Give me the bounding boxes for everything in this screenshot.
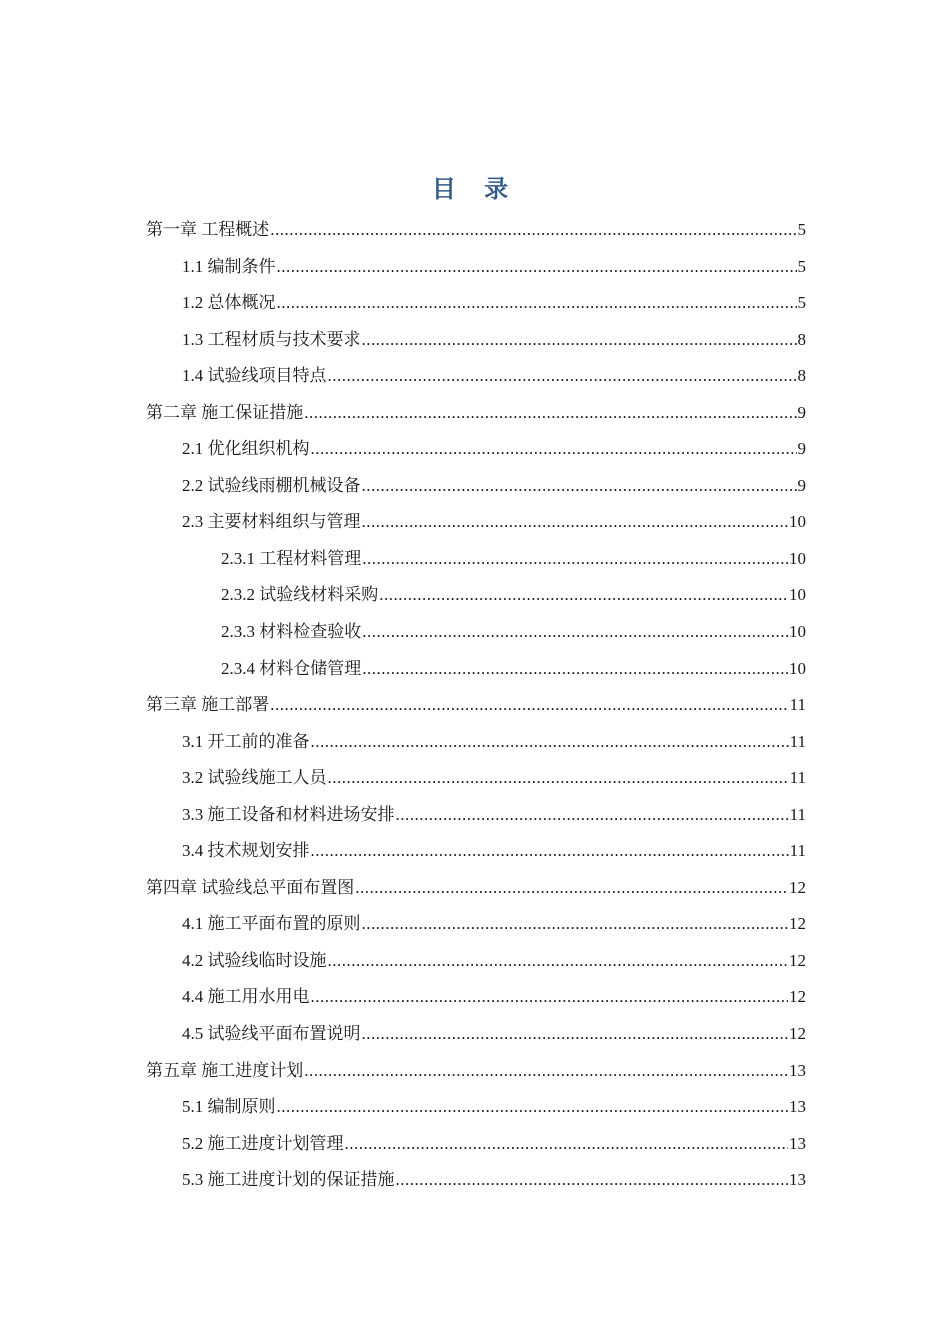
toc-page-number: 10 [789,585,806,605]
toc-entry-title: 2.3 主要材料组织与管理 [182,512,361,532]
dot-leader [362,504,789,540]
toc-entry[interactable] [146,249,806,286]
toc-entry[interactable] [146,468,806,505]
toc-page-number: 11 [789,695,806,715]
toc-entry[interactable] [146,1016,806,1053]
toc-entry-title: 第二章 施工保证措施 [146,402,304,422]
toc-entry[interactable] [146,541,806,578]
toc-entry[interactable] [146,943,806,980]
toc-entry-title: 4.2 试验线临时设施 [182,950,327,970]
toc-entry-title: 第五章 施工进度计划 [146,1060,304,1080]
toc-entry[interactable] [146,504,806,541]
toc-entry-title: 第四章 试验线总平面布置图 [146,877,355,897]
dot-leader [362,651,788,687]
toc-entry-title: 5.3 施工进度计划的保证措施 [182,1170,395,1190]
dot-leader [304,1053,788,1089]
toc-page-number: 10 [789,548,806,568]
toc-entry[interactable] [146,870,806,907]
toc-list [146,212,806,1199]
toc-page-number: 5 [797,256,806,276]
toc-entry[interactable] [146,431,806,468]
toc-entry-title: 2.3.3 材料检查验收 [221,622,362,642]
dot-leader [328,760,789,796]
toc-entry-title: 2.2 试验线雨棚机械设备 [182,475,361,495]
toc-entry-title: 2.3.4 材料仓储管理 [221,658,362,678]
toc-entry[interactable] [146,577,806,614]
toc-page-number: 12 [789,950,806,970]
toc-entry[interactable] [146,833,806,870]
toc-entry[interactable] [146,358,806,395]
dot-leader [362,614,788,650]
toc-entry[interactable] [146,322,806,359]
dot-leader [277,249,797,285]
toc-page-number: 11 [789,731,806,751]
dot-leader [328,943,789,979]
toc-entry[interactable] [146,212,806,249]
toc-page-number: 10 [789,512,806,532]
toc-page-number: 13 [789,1097,806,1117]
toc-page-number: 5 [797,293,806,313]
toc-entry[interactable] [146,1089,806,1126]
toc-page-number: 8 [797,366,806,386]
toc-entry-title: 3.2 试验线施工人员 [182,768,327,788]
dot-leader [355,870,788,906]
dot-leader [311,431,797,467]
toc-page-number: 13 [789,1060,806,1080]
toc-entry[interactable] [146,614,806,651]
toc-entry-title: 3.1 开工前的准备 [182,731,310,751]
toc-entry-title: 第一章 工程概述 [146,220,270,239]
toc-entry[interactable] [146,979,806,1016]
toc-entry[interactable] [146,395,806,432]
toc-entry[interactable] [146,797,806,834]
toc-title: 目 录 [431,175,519,203]
toc-page-number: 12 [789,877,806,897]
dot-leader [277,285,797,321]
toc-page-number: 13 [789,1170,806,1190]
toc-entry-title: 2.3.2 试验线材料采购 [221,585,379,605]
toc-entry-title: 第三章 施工部署 [146,695,270,715]
toc-page-number: 10 [789,658,806,678]
toc-page-number: 9 [797,402,806,422]
toc-entry-title: 2.1 优化组织机构 [182,439,310,459]
toc-page-number: 12 [789,1024,806,1044]
dot-leader [270,212,796,248]
toc-entry-title: 5.2 施工进度计划管理 [182,1133,344,1153]
dot-leader [396,1162,789,1198]
dot-leader [362,1016,789,1052]
toc-entry-title: 4.4 施工用水用电 [182,987,310,1007]
toc-entry[interactable] [146,724,806,761]
toc-entry-title: 1.4 试验线项目特点 [182,366,327,386]
dot-leader [362,468,797,504]
toc-page-number: 5 [797,220,806,239]
toc-entry[interactable] [146,760,806,797]
toc-entry-title: 3.4 技术规划安排 [182,841,310,861]
toc-entry-title: 3.3 施工设备和材料进场安排 [182,804,395,824]
toc-entry-title: 2.3.1 工程材料管理 [221,548,362,568]
toc-entry-title: 1.3 工程材质与技术要求 [182,329,361,349]
toc-entry[interactable] [146,1053,806,1090]
dot-leader [304,395,796,431]
toc-entry-title: 5.1 编制原则 [182,1097,276,1117]
dot-leader [328,358,797,394]
dot-leader [362,906,789,942]
toc-page-number: 11 [789,804,806,824]
dot-leader [362,541,788,577]
toc-entry[interactable] [146,687,806,724]
toc-page-number: 11 [789,841,806,861]
dot-leader [311,979,789,1015]
toc-page-number: 10 [789,622,806,642]
toc-entry[interactable] [146,651,806,688]
toc-entry[interactable] [146,906,806,943]
toc-entry[interactable] [146,285,806,322]
toc-page-number: 12 [789,987,806,1007]
toc-entry[interactable] [146,1126,806,1163]
dot-leader [311,833,789,869]
toc-page-number: 9 [797,475,806,495]
dot-leader [379,577,788,613]
dot-leader [311,724,789,760]
dot-leader [396,797,789,833]
toc-entry-title: 1.1 编制条件 [182,256,276,276]
toc-page-number: 12 [789,914,806,934]
toc-entry[interactable] [146,1162,806,1199]
dot-leader [270,687,788,723]
toc-page-number: 9 [797,439,806,459]
toc-entry-title: 4.5 试验线平面布置说明 [182,1024,361,1044]
toc-page-number: 8 [797,329,806,349]
dot-leader [277,1089,789,1125]
toc-page-number: 13 [789,1133,806,1153]
toc-page-number: 11 [789,768,806,788]
toc-entry-title: 4.1 施工平面布置的原则 [182,914,361,934]
toc-entry-title: 1.2 总体概况 [182,293,276,313]
dot-leader [345,1126,789,1162]
dot-leader [362,322,797,358]
